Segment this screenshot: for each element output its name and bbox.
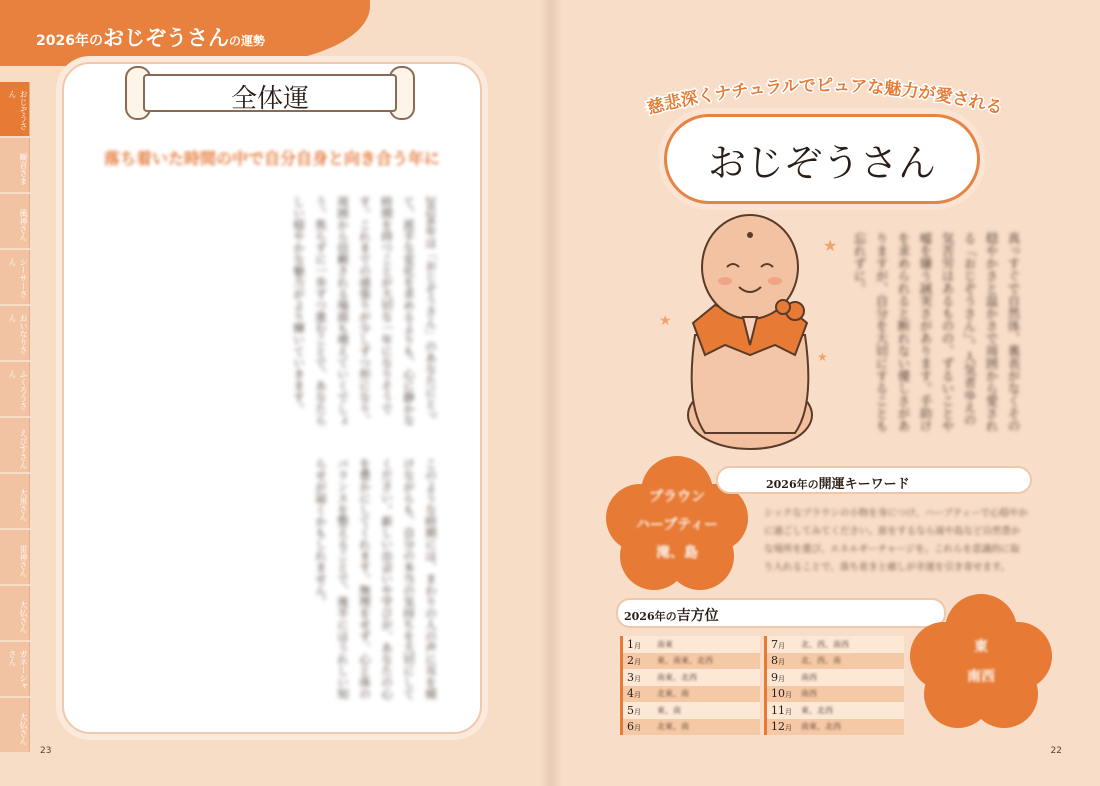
month-row: 8月 北、西、南 <box>764 653 904 670</box>
month-list-2 <box>764 636 904 735</box>
side-tab[interactable]: おいなりさん <box>0 306 30 360</box>
tagline-text: 慈悲深くナチュラルでピュアな魅力が愛される <box>645 75 1005 119</box>
keyword-3: 滝、島 <box>656 545 698 561</box>
section-subheading: 落ち着いた時間の中で自分自身と向き合う年に <box>103 149 440 168</box>
side-tab[interactable]: 大黒さん <box>0 474 30 528</box>
side-tab[interactable]: えびすさん <box>0 418 30 472</box>
svg-text:★: ★ <box>823 236 838 255</box>
section-title-scroll <box>125 62 415 124</box>
keyword-label: 2026年の開運キーワード <box>766 477 910 492</box>
side-tab[interactable]: おじぞうさん <box>0 82 30 136</box>
month-row: 7月 北、西、南西 <box>764 636 904 653</box>
direction-label-bar <box>616 598 946 628</box>
side-tab[interactable]: 大仏さん <box>0 698 30 752</box>
page-number-right: 22 <box>1050 746 1062 756</box>
name-plate <box>664 114 980 204</box>
page-gutter <box>540 0 562 786</box>
keyword-1: ブラウン <box>649 489 705 505</box>
body-text-upper: 2026年は「おじぞうさん」のあなたにとって、派手な変化を求めるよりも、心に静かな時間を持つことが大切な一年になりそうです。これまでの頑張りが少しずつ形になり、周囲から信頼される場面も増えていくでしょう。焦らずに一歩ずつ進むことで、あなたらしい穏やかな魅力がより輝いていきます。 <box>292 196 438 426</box>
side-tab[interactable]: ガネーシャさん <box>0 642 30 696</box>
keyword-2: ハーブティー <box>635 517 719 533</box>
month-row: 1月 南東 <box>620 636 760 653</box>
side-tabs <box>0 82 30 754</box>
body-text-lower: このような時期には、まわりの人の声に耳を傾けながらも、自分の本当の気持ちを大切にしてください。新しい出会いや学びが、あなたの心を豊かにしてくれます。無理をせず、心と体のバランスを整えることで、後半にはうれしい知らせが届くかもしれません。 <box>314 458 438 700</box>
side-tab[interactable]: 風神さん <box>0 194 30 248</box>
keyword-description: シックなブラウンの小物を身につけ、ハーブティーで心穏やかに過ごしてみてください。旅をするなら滝や島など自然豊かな場所を選び、エネルギーチャージを。これらを意識的に取り入れることで、落ち着きと癒しが幸運を引き寄せます。 <box>764 508 1029 573</box>
side-tab[interactable]: 観音さま <box>0 138 30 192</box>
side-tab[interactable]: ふくろうさん <box>0 362 30 416</box>
month-row: 5月 東、南 <box>620 702 760 719</box>
side-tab[interactable]: シーサーさん <box>0 250 30 304</box>
direction-label: 2026年の吉方位 <box>624 608 719 624</box>
lucky-direction-1: 東 <box>974 639 988 655</box>
month-row: 12月 南東、北西 <box>764 719 904 736</box>
keyword-label-bar <box>716 466 1032 494</box>
month-row: 2月 東、南東、北西 <box>620 653 760 670</box>
page-number-left: 23 <box>40 746 52 756</box>
header-banner <box>0 0 370 66</box>
flower-shape-icon <box>908 590 1054 730</box>
svg-text:★: ★ <box>659 313 672 329</box>
section-title: 全体運 <box>230 84 309 114</box>
month-row: 10月 南西 <box>764 686 904 703</box>
page-header-title: 2026年のおじぞうさんの運勢 <box>36 25 265 50</box>
svg-text:慈悲深くナチュラルでピュアな魅力が愛される <box>645 76 1004 119</box>
jizo-illustration-icon <box>655 205 845 455</box>
direction-flower <box>908 590 1054 730</box>
side-tab[interactable]: 雷神さん <box>0 530 30 584</box>
month-row: 3月 南東、北西 <box>620 669 760 686</box>
month-row: 4月 北東、南 <box>620 686 760 703</box>
character-name: おじぞうさん <box>707 141 936 185</box>
lucky-direction-2: 南西 <box>967 669 995 685</box>
month-row: 6月 北東、南 <box>620 719 760 736</box>
month-row: 9月 南西 <box>764 669 904 686</box>
svg-text:★: ★ <box>817 350 828 364</box>
month-list-1 <box>620 636 760 735</box>
month-row: 11月 東、北西 <box>764 702 904 719</box>
character-description: 真っすぐで自然体、裏表がなくその穏やかさと温かさで周囲から愛される「おじぞうさん」。人気者ゆえの気苦労はあるものの、ずるいことや嘘を嫌う誠実さがあります。手助けを求められると断れない優しさがありますが、自分を大切にすることも忘れずに。 <box>852 232 1021 432</box>
side-tab[interactable]: 大仏さん <box>0 586 30 640</box>
